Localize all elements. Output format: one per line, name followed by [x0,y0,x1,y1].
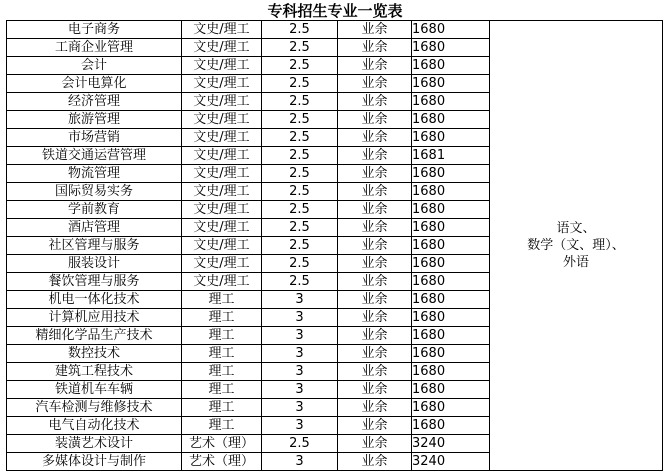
study-mode-cell: 业余 [338,363,412,381]
duration-cell: 2.5 [262,201,338,219]
tuition-cell: 1680 [412,309,490,327]
tuition-cell: 1680 [412,201,490,219]
study-mode-cell: 业余 [338,219,412,237]
tuition-cell: 3240 [412,453,490,471]
category-cell: 文史/理工 [182,57,262,75]
duration-cell: 3 [262,327,338,345]
study-mode-cell: 业余 [338,237,412,255]
category-cell: 文史/理工 [182,273,262,291]
category-cell: 文史/理工 [182,111,262,129]
program-name-cell: 建筑工程技术 [7,363,182,381]
duration-cell: 3 [262,291,338,309]
category-cell: 理工 [182,399,262,417]
tuition-cell: 1680 [412,93,490,111]
program-name-cell: 会计 [7,57,182,75]
tuition-cell: 1680 [412,291,490,309]
duration-cell: 2.5 [262,111,338,129]
duration-cell: 3 [262,453,338,471]
category-cell: 文史/理工 [182,237,262,255]
study-mode-cell: 业余 [338,21,412,39]
study-mode-cell: 业余 [338,183,412,201]
study-mode-cell: 业余 [338,147,412,165]
tuition-cell: 1680 [412,219,490,237]
study-mode-cell: 业余 [338,435,412,453]
study-mode-cell: 业余 [338,453,412,471]
program-name-cell: 旅游管理 [7,111,182,129]
program-table-body [7,21,663,471]
duration-cell: 3 [262,381,338,399]
study-mode-cell: 业余 [338,75,412,93]
category-cell: 文史/理工 [182,255,262,273]
category-cell: 艺术（理） [182,435,262,453]
study-mode-cell: 业余 [338,381,412,399]
program-name-cell: 会计电算化 [7,75,182,93]
category-cell: 文史/理工 [182,183,262,201]
category-cell: 艺术（理） [182,453,262,471]
category-cell: 文史/理工 [182,219,262,237]
tuition-cell: 1680 [412,273,490,291]
study-mode-cell: 业余 [338,309,412,327]
program-name-cell: 餐饮管理与服务 [7,273,182,291]
tuition-cell: 1680 [412,417,490,435]
program-name-cell: 国际贸易实务 [7,183,182,201]
program-name-cell: 铁道机车车辆 [7,381,182,399]
tuition-cell: 1680 [412,183,490,201]
duration-cell: 2.5 [262,39,338,57]
study-mode-cell: 业余 [338,417,412,435]
duration-cell: 3 [262,417,338,435]
category-cell: 理工 [182,363,262,381]
duration-cell: 2.5 [262,273,338,291]
category-cell: 理工 [182,417,262,435]
exam-subjects-cell [490,21,663,471]
tuition-cell: 3240 [412,435,490,453]
study-mode-cell: 业余 [338,399,412,417]
exam-subject-line: 外语 [562,255,589,270]
study-mode-cell: 业余 [338,201,412,219]
category-cell: 文史/理工 [182,75,262,93]
tuition-cell: 1680 [412,165,490,183]
study-mode-cell: 业余 [338,291,412,309]
tuition-cell: 1680 [412,381,490,399]
duration-cell: 3 [262,309,338,327]
exam-subject-line: 数学（文、理）、 [527,238,625,253]
program-name-cell: 酒店管理 [7,219,182,237]
duration-cell: 2.5 [262,57,338,75]
duration-cell: 2.5 [262,435,338,453]
duration-cell: 2.5 [262,147,338,165]
category-cell: 理工 [182,309,262,327]
study-mode-cell: 业余 [338,345,412,363]
program-name-cell: 计算机应用技术 [7,309,182,327]
category-cell: 文史/理工 [182,147,262,165]
study-mode-cell: 业余 [338,39,412,57]
duration-cell: 2.5 [262,237,338,255]
category-cell: 理工 [182,327,262,345]
duration-cell: 2.5 [262,255,338,273]
table-row [7,21,663,39]
program-name-cell: 数控技术 [7,345,182,363]
duration-cell: 3 [262,345,338,363]
category-cell: 文史/理工 [182,201,262,219]
tuition-cell: 1680 [412,75,490,93]
tuition-cell: 1680 [412,129,490,147]
tuition-cell: 1680 [412,327,490,345]
program-name-cell: 铁道交通运营管理 [7,147,182,165]
duration-cell: 2.5 [262,93,338,111]
duration-cell: 3 [262,363,338,381]
program-name-cell: 物流管理 [7,165,182,183]
category-cell: 文史/理工 [182,39,262,57]
program-name-cell: 经济管理 [7,93,182,111]
program-name-cell: 工商企业管理 [7,39,182,57]
tuition-cell: 1680 [412,345,490,363]
study-mode-cell: 业余 [338,327,412,345]
study-mode-cell: 业余 [338,273,412,291]
category-cell: 文史/理工 [182,165,262,183]
duration-cell: 2.5 [262,129,338,147]
duration-cell: 2.5 [262,219,338,237]
program-name-cell: 精细化学品生产技术 [7,327,182,345]
duration-cell: 3 [262,399,338,417]
duration-cell: 2.5 [262,183,338,201]
category-cell: 理工 [182,381,262,399]
duration-cell: 2.5 [262,165,338,183]
program-name-cell: 机电一体化技术 [7,291,182,309]
study-mode-cell: 业余 [338,57,412,75]
program-name-cell: 电气自动化技术 [7,417,182,435]
program-name-cell: 社区管理与服务 [7,237,182,255]
tuition-cell: 1680 [412,237,490,255]
study-mode-cell: 业余 [338,111,412,129]
tuition-cell: 1680 [412,255,490,273]
category-cell: 理工 [182,345,262,363]
study-mode-cell: 业余 [338,129,412,147]
tuition-cell: 1680 [412,39,490,57]
category-cell: 理工 [182,291,262,309]
tuition-cell: 1681 [412,147,490,165]
category-cell: 文史/理工 [182,129,262,147]
table-title: 专科招生专业一览表 [267,2,403,20]
duration-cell: 2.5 [262,75,338,93]
exam-subject-line: 语文、 [556,221,596,236]
tuition-cell: 1680 [412,57,490,75]
study-mode-cell: 业余 [338,165,412,183]
program-name-cell: 多媒体设计与制作 [7,453,182,471]
program-name-cell: 服装设计 [7,255,182,273]
tuition-cell: 1680 [412,21,490,39]
category-cell: 文史/理工 [182,93,262,111]
study-mode-cell: 业余 [338,93,412,111]
program-name-cell: 汽车检测与维修技术 [7,399,182,417]
category-cell: 文史/理工 [182,21,262,39]
program-table [6,20,663,471]
tuition-cell: 1680 [412,399,490,417]
tuition-cell: 1680 [412,111,490,129]
program-name-cell: 装潢艺术设计 [7,435,182,453]
program-name-cell: 市场营销 [7,129,182,147]
tuition-cell: 1680 [412,363,490,381]
program-name-cell: 学前教育 [7,201,182,219]
duration-cell: 2.5 [262,21,338,39]
program-name-cell: 电子商务 [7,21,182,39]
study-mode-cell: 业余 [338,255,412,273]
